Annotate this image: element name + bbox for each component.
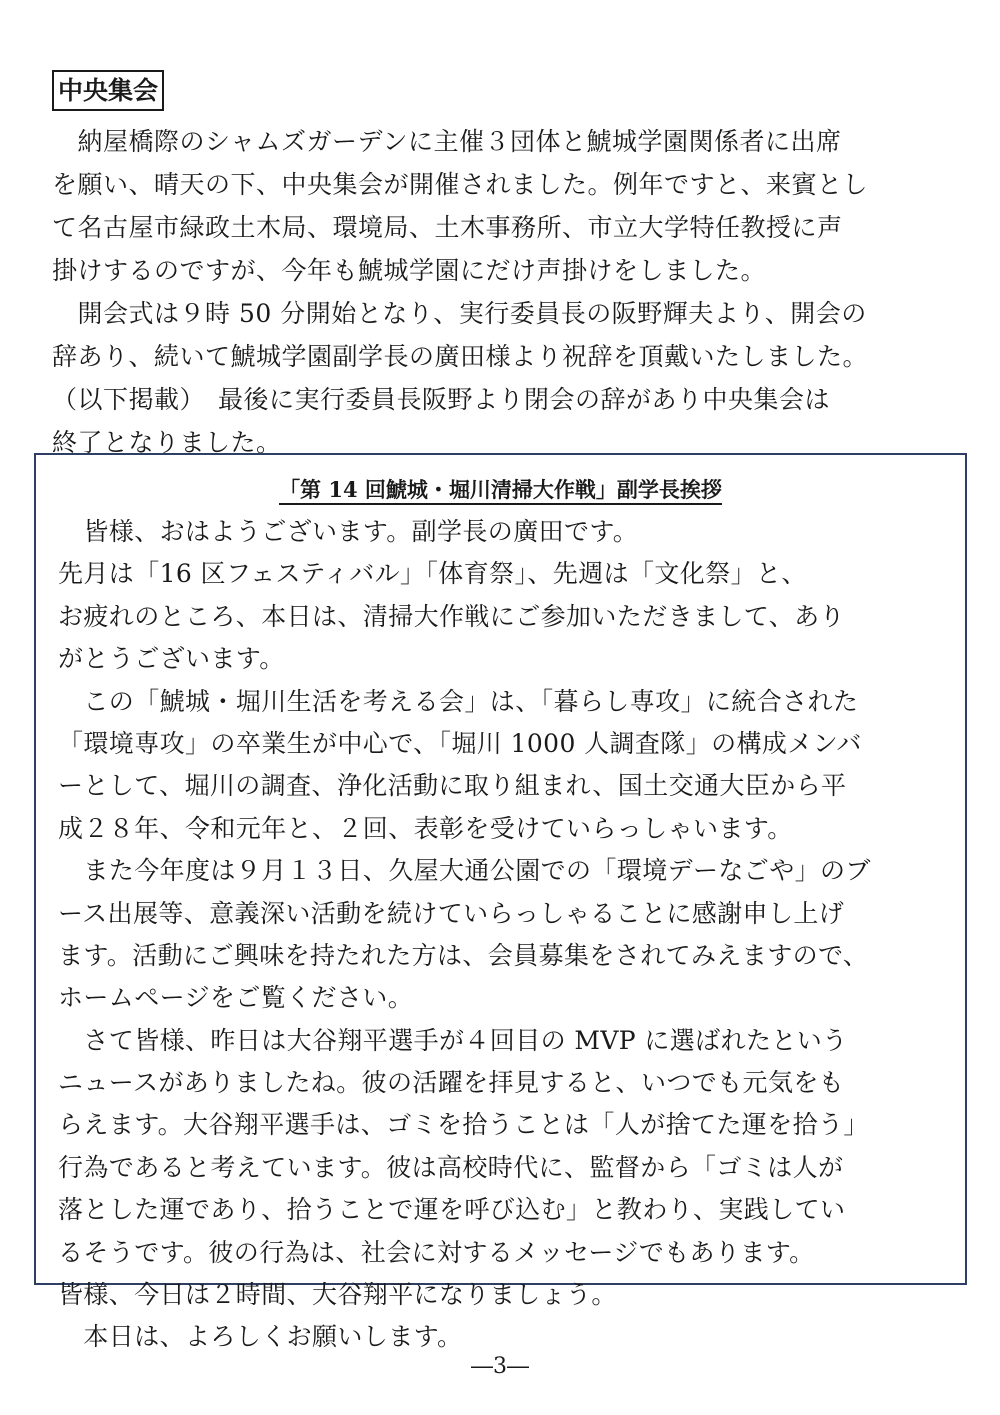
intro-line: 開会式は９時 50 分開始となり、実行委員長の阪野輝夫より、開会の [52,299,867,328]
speech-line: 皆様、おはようございます。副学長の廣田です。 [58,517,639,546]
intro-line: 終了となりました。 [52,428,282,457]
speech-line: らえます。大谷翔平選手は、ゴミを拾うことは「人が捨てた運を拾う」 [58,1110,869,1140]
speech-line: ーとして、堀川の調査、浄化活動に取り組まれ、国土交通大臣から平 [58,771,847,801]
speech-line: 落とした運であり、拾うことで運を呼び込む」と教わり、実践してい [58,1195,846,1225]
intro-line: て名古屋市緑政土木局、環境局、土木事務所、市立大学特任教授に声 [52,213,843,242]
intro-line: 納屋橋際のシャムズガーデンに主催３団体と鯱城学園関係者に出席 [52,127,842,156]
speech-line: ホームページをご覧ください。 [58,983,414,1013]
intro-line: （以下掲載） 最後に実行委員長阪野より閉会の辞があり中央集会は [52,385,831,414]
speech-line: 成２８年、令和元年と、２回、表彰を受けていらっしゃいます。 [58,813,793,843]
speech-line: るそうです。彼の行為は、社会に対するメッセージでもあります。 [58,1237,815,1267]
intro-line: を願い、晴天の下、中央集会が開催されました。例年ですと、来賓とし [52,170,869,199]
section-heading: 中央集会 [52,70,164,111]
speech-line: ニュースがありましたね。彼の活躍を拝見すると、いつでも元気をも [58,1068,845,1098]
speech-line: 本日は、よろしくお願いします。 [58,1322,463,1352]
speech-line: ース出展等、意義深い活動を続けていらっしゃることに感謝申し上げ [58,898,845,928]
speech-line: さて皆様、昨日は大谷翔平選手が４回目の MVP に選ばれたという [58,1025,848,1055]
speech-line: 先月は「16 区フェスティバル」「体育祭」、先週は「文化祭」と、 [58,559,807,589]
speech-line: ます。活動にご興味を持たれた方は、会員募集をされてみえますので、 [58,940,869,970]
speech-line: がとうございます。 [58,644,285,674]
greeting-box [34,453,967,1352]
speech-line: 皆様、今日は２時間、大谷翔平になりましょう。 [58,1280,617,1310]
intro-line: 掛けするのですが、今年も鯱城学園にだけ声掛けをしました。 [52,256,767,285]
speech-line: お疲れのところ、本日は、清掃大作戦にご参加いただきまして、あり [58,601,845,631]
greeting-title [36,475,965,505]
speech-line: この「鯱城・堀川生活を考える会」は、「暮らし専攻」に統合された [58,686,859,716]
speech-line: 「環境専攻」の卒業生が中心で、「堀川 1000 人調査隊」の構成メンバ [58,728,862,758]
intro-line: 辞あり、続いて鯱城学園副学長の廣田様より祝辞を頂戴いたしました。 [52,342,869,371]
greeting-title-text: 「第 14 回鯱城・堀川清掃大作戦」副学長挨拶 [279,477,722,505]
intro-paragraphs [52,120,952,464]
speech-line: また今年度は９月１３日、久屋大通公園での「環境デーなごや」のブ [58,856,871,886]
greeting-speech [58,511,958,1359]
speech-line: 行為であると考えています。彼は高校時代に、監督から「ゴミは人が [58,1152,844,1182]
page-number: ―3― [471,1354,529,1379]
